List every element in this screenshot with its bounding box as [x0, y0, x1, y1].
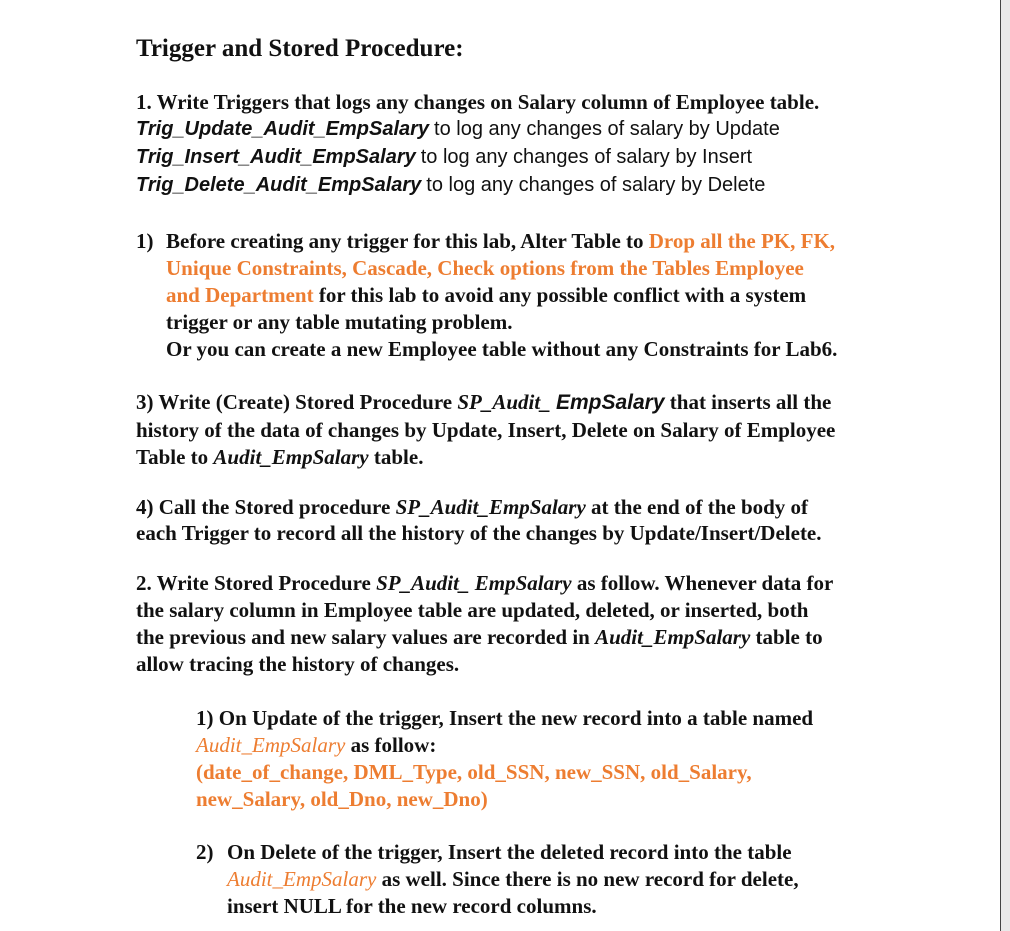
item3-table-name: Audit_EmpSalary [213, 445, 369, 469]
trigger-name-insert: Trig_Insert_Audit_EmpSalary [136, 146, 416, 168]
item1-line1-highlight: Drop all the PK, FK, [648, 229, 836, 253]
trigger-name-delete: Trig_Delete_Audit_EmpSalary [136, 174, 422, 196]
trigger-desc-insert: to log any changes of salary by Insert [420, 146, 753, 168]
item1-line2: Unique Constraints, Cascade, Check options from the Tables Employee [166, 256, 804, 280]
item1-line1-text: Before creating any trigger for this lab, Alter Table to [166, 229, 649, 253]
sub1-line2-end: as follow: [345, 733, 437, 757]
item3-line3 [136, 444, 423, 471]
sub2-line2 [227, 866, 799, 893]
sub2-line3: insert NULL for the new record columns. [227, 894, 597, 918]
section2-proc-name: SP_Audit_ EmpSalary [376, 571, 572, 595]
sub2-line1: On Delete of the trigger, Insert the deleted record into the table [227, 840, 792, 864]
item3-line3-text: Table to [136, 445, 214, 469]
item3-line3-end: table. [368, 445, 424, 469]
section1-heading: 1. Write Triggers that logs any changes on Salary column of Employee table. [136, 90, 820, 114]
item1-number: 1) [136, 229, 154, 253]
sub1-table-name: Audit_EmpSalary [196, 733, 346, 757]
section2-line1-end: as follow. Whenever data for [571, 571, 834, 595]
trigger-name-update: Trig_Update_Audit_EmpSalary [136, 118, 430, 140]
section2-line1 [136, 570, 833, 597]
item4-line1-end: at the end of the body of [585, 495, 809, 519]
item1-line3-highlight: and Department [166, 283, 314, 307]
section2-line3-text: the previous and new salary values are recorded in [136, 625, 596, 649]
trigger-line-insert [136, 144, 752, 171]
sub2-table-name: Audit_EmpSalary [227, 867, 377, 891]
item1-line3 [166, 282, 806, 309]
section2-line3 [136, 624, 823, 651]
item3-proc-prefix: SP_Audit_ [457, 390, 556, 414]
page-title: Trigger and Stored Procedure: [136, 35, 464, 62]
trigger-line-delete [136, 172, 765, 199]
item3-line1-text: 3) Write (Create) Stored Procedure [136, 390, 458, 414]
item1-line3-text: for this lab to avoid any possible conflict with a system [313, 283, 807, 307]
section2-line3-end: table to [750, 625, 823, 649]
sub2-number: 2) [196, 840, 214, 864]
sub2-line2-end: as well. Since there is no new record for delete, [376, 867, 799, 891]
section2-line1-text: 2. Write Stored Procedure [136, 571, 377, 595]
sub1-columns-line1: (date_of_change, DML_Type, old_SSN, new_SSN, old_Salary, [196, 760, 752, 784]
section2-line4: allow tracing the history of changes. [136, 652, 460, 676]
item1-line5: Or you can create a new Employee table without any Constraints for Lab6. [166, 337, 838, 361]
item4-line1-text: 4) Call the Stored procedure [136, 495, 396, 519]
section2-line2: the salary column in Employee table are updated, deleted, or inserted, both [136, 598, 809, 622]
trigger-desc-update: to log any changes of salary by Update [434, 118, 780, 140]
trigger-line-update [136, 116, 780, 143]
item3-line2: history of the data of changes by Update, Insert, Delete on Salary of Employee [136, 418, 836, 442]
trigger-desc-delete: to log any changes of salary by Delete [426, 174, 766, 196]
item4-line1 [136, 494, 808, 521]
sub1-line1: 1) On Update of the trigger, Insert the new record into a table named [196, 706, 814, 730]
section2-table-name: Audit_EmpSalary [595, 625, 751, 649]
item3-line1-end: that inserts all the [664, 390, 832, 414]
item4-line2: each Trigger to record all the history of the changes by Update/Insert/Delete. [136, 521, 822, 545]
window-right-edge [1000, 0, 1010, 931]
sub1-line2 [196, 732, 436, 759]
item3-line1 [136, 389, 831, 416]
item3-proc-suffix: EmpSalary [555, 391, 665, 414]
item4-proc-name: SP_Audit_EmpSalary [395, 495, 586, 519]
sub1-columns-line2: new_Salary, old_Dno, new_Dno) [196, 787, 488, 811]
item1-line1 [166, 228, 835, 255]
item1-line4: trigger or any table mutating problem. [166, 310, 513, 334]
